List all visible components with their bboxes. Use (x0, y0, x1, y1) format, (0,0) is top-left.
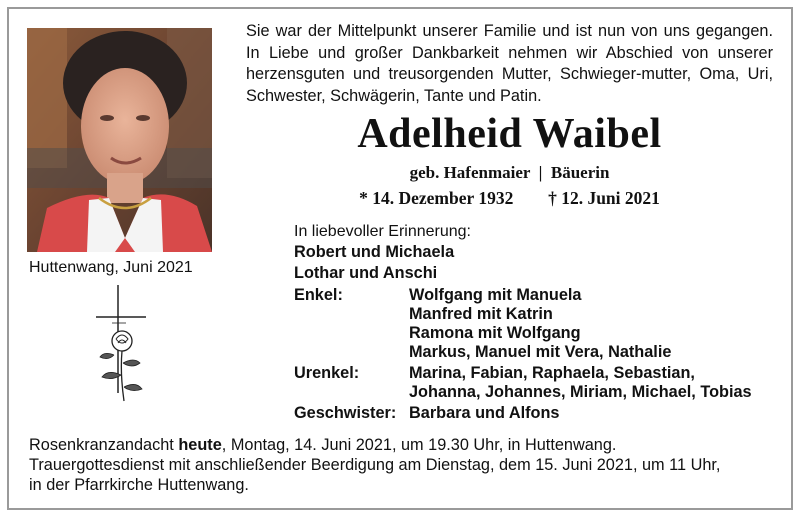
group-line: Ramona mit Wolfgang (409, 324, 581, 342)
group-label-enkel: Enkel: (294, 286, 343, 304)
life-dates (246, 188, 773, 209)
portrait-photo (27, 28, 212, 252)
birth-name-occupation: geb. Hafenmaier | Bäuerin (409, 163, 610, 182)
group-line: Johanna, Johannes, Miriam, Michael, Tobias (409, 383, 752, 401)
group-line: Marina, Fabian, Raphaela, Sebastian, (409, 364, 695, 382)
group-label-geschwister: Geschwister: (294, 404, 397, 422)
service-info (29, 435, 779, 495)
group-line: Manfred mit Katrin (409, 305, 553, 323)
church-line: in der Pfarrkirche Huttenwang. (29, 476, 249, 494)
today-emphasis: heute (178, 436, 222, 454)
cross-with-rose-icon (90, 283, 155, 403)
group-line: Wolfgang mit Manuela (409, 286, 582, 304)
group-label-urenkel: Urenkel: (294, 364, 360, 382)
mourner-line: Robert und Michaela (294, 243, 455, 261)
photo-caption: Huttenwang, Juni 2021 (29, 259, 193, 276)
group-line: Barbara und Alfons (409, 404, 560, 422)
funeral-line: Trauergottesdienst mit anschließender Beerdigung am Dienstag, dem 15. Juni 2021, um 11 Uhr, (29, 456, 721, 474)
death-date: † 12. Juni 2021 (548, 188, 660, 208)
birth-date: * 14. Dezember 1932 (359, 188, 514, 208)
intro-text: Sie war der Mittelpunkt unserer Familie und ist nun von uns gegangen. In Liebe und großer Dankbarkeit nehmen wir Abschied von unserer herzensguten und treusorgenden Mutter, Schwieger-mutter, Oma, Uri, Schwester, Schwägerin, Tante und Patin. (246, 22, 773, 105)
group-line: Markus, Manuel mit Vera, Nathalie (409, 343, 672, 361)
mourner-line: Lothar und Anschi (294, 264, 438, 282)
rosary-line: Rosenkranzandacht heute, Montag, 14. Juni 2021, um 19.30 Uhr, in Huttenwang. (29, 436, 617, 454)
deceased-name: Adelheid Waibel (357, 111, 662, 157)
remembrance-intro: In liebevoller Erinnerung: (294, 223, 471, 240)
portrait-image (27, 28, 212, 252)
